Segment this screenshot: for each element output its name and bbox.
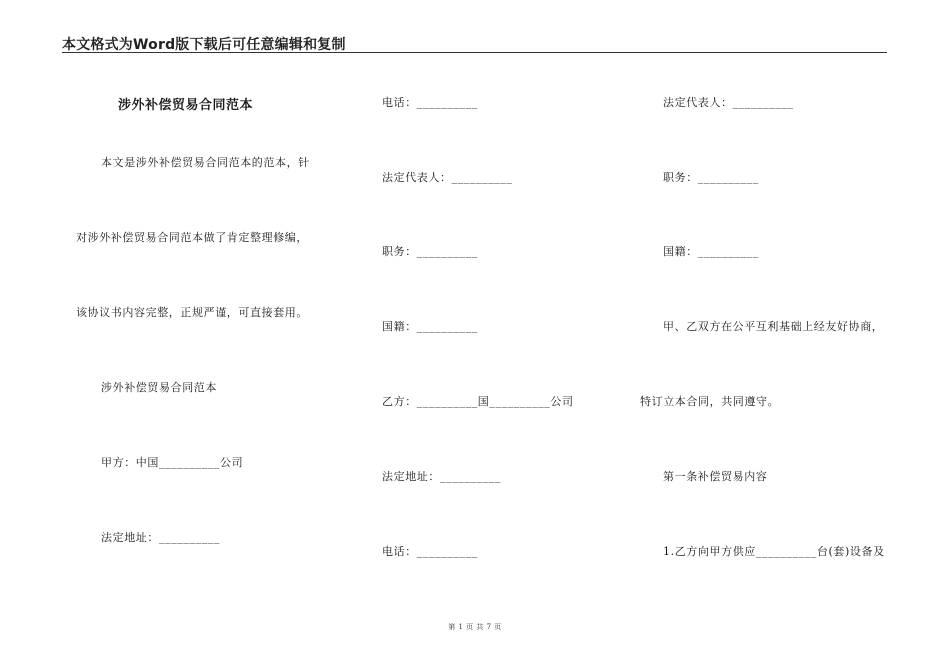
text-column-1	[0, 0, 330, 672]
field-line: 国籍：__________	[663, 245, 759, 258]
field-line: 法定代表人：__________	[663, 96, 794, 109]
paragraph-line: 涉外补偿贸易合同范本	[101, 381, 217, 394]
field-line: 电话：__________	[382, 545, 478, 558]
paragraph-line: 本文是涉外补偿贸易合同范本的范本，针	[101, 156, 310, 169]
field-line: 电话：__________	[382, 96, 478, 109]
party-b-line: 乙方：__________国__________公司	[382, 395, 574, 408]
text-column-3	[630, 0, 950, 672]
document-title: 涉外补偿贸易合同范本	[118, 98, 254, 113]
field-line: 国籍：__________	[382, 320, 478, 333]
field-line: 法定代表人：__________	[382, 171, 513, 184]
field-line: 法定地址：__________	[382, 470, 501, 483]
paragraph-line: 该协议书内容完整，正规严谨，可直接套用。	[76, 306, 308, 319]
party-a-line: 甲方：中国__________公司	[101, 456, 244, 469]
field-line: 职务：__________	[382, 245, 478, 258]
section-heading: 第一条补偿贸易内容	[663, 470, 768, 483]
field-line: 法定地址：__________	[101, 531, 220, 544]
text-column-2	[330, 0, 630, 672]
paragraph-line: 对涉外补偿贸易合同范本做了肯定整理修编，	[76, 231, 308, 244]
paragraph-line: 特订立本合同，共同遵守。	[640, 395, 780, 408]
field-line: 职务：__________	[663, 171, 759, 184]
paragraph-line: 甲、乙双方在公平互利基础上经友好协商，	[663, 320, 884, 333]
paragraph-line: 1.乙方向甲方供应__________台(套)设备及	[663, 545, 885, 558]
page-indicator: 第 1 页 共 7 页	[448, 623, 502, 631]
document-banner: 本文格式为Word版下载后可任意编辑和复制	[62, 37, 346, 53]
